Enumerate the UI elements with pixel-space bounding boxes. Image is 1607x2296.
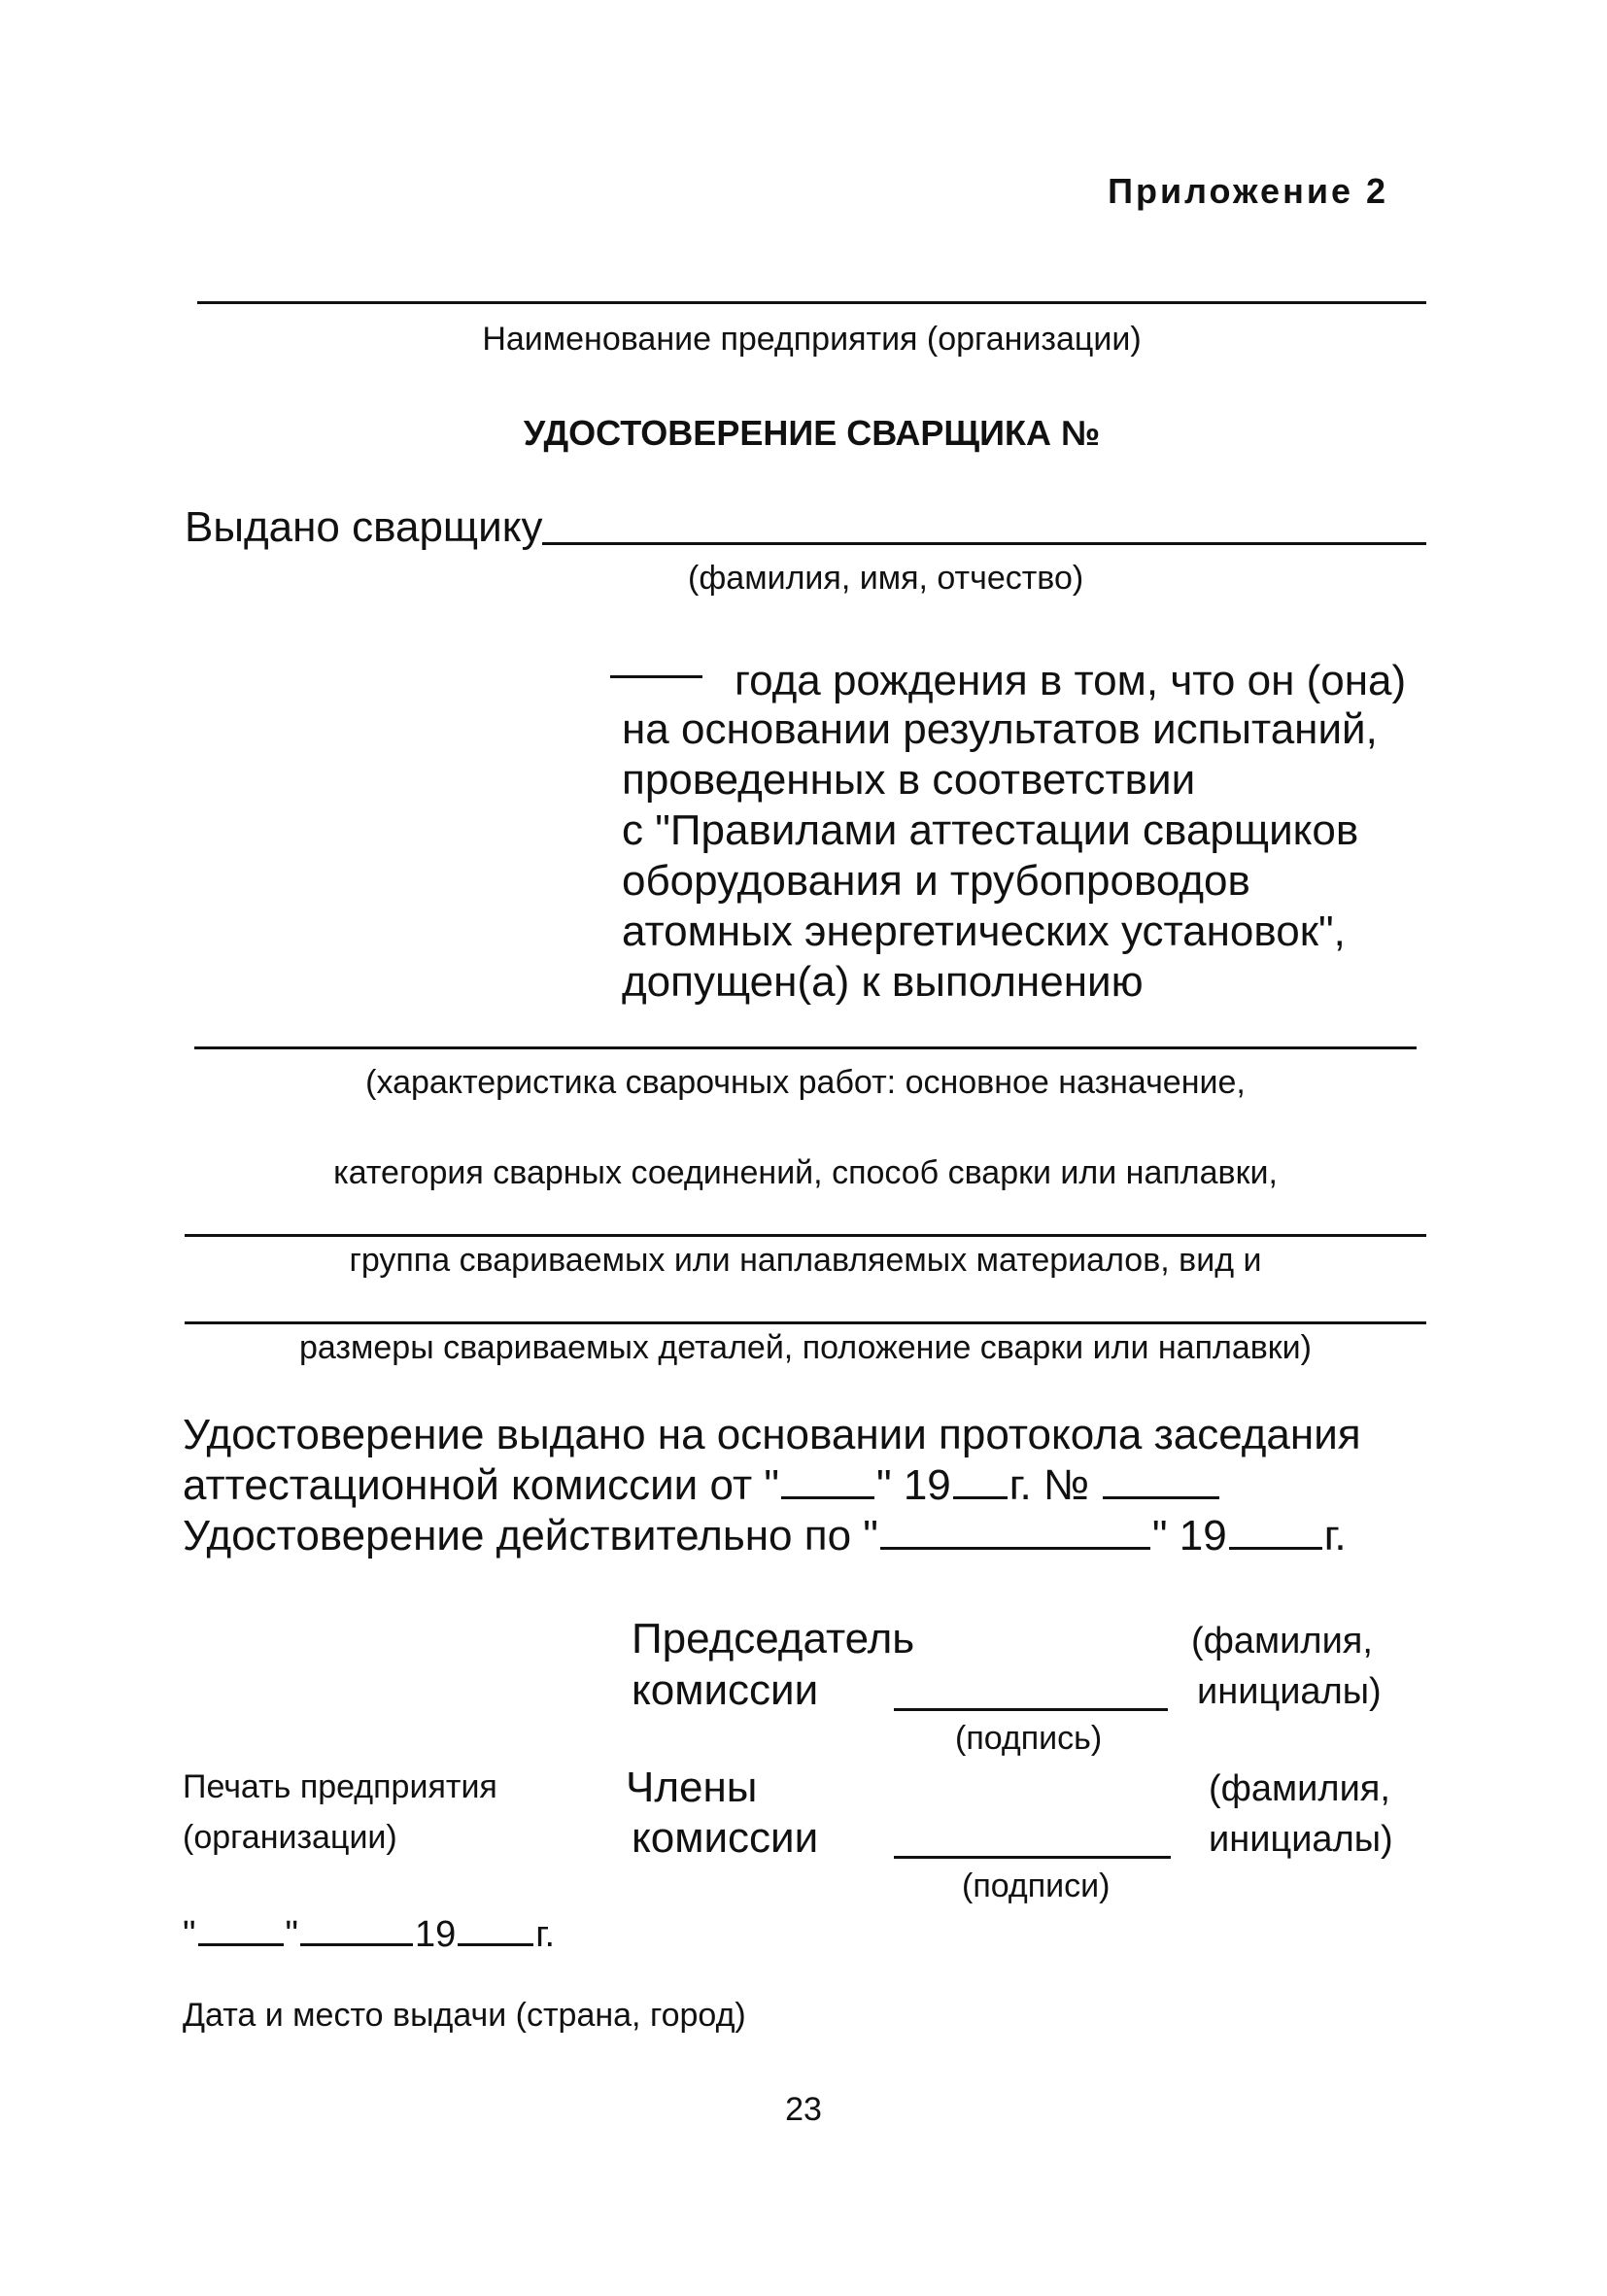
- issued-to-label: Выдано сварщику: [185, 503, 543, 551]
- body-line-6: атомных энергетических установок",: [622, 908, 1346, 955]
- fio-line: [542, 542, 1426, 545]
- protocol-line-1: Удостоверение выдано на основании протокола заседания: [183, 1411, 1361, 1458]
- birth-year-line: [610, 675, 702, 678]
- work-line-3: [185, 1321, 1426, 1324]
- members-sign-caption: (подписи): [962, 1868, 1111, 1904]
- page-number: 23: [785, 2091, 822, 2128]
- work-caption-3: группа свариваемых или наплавляемых материалов, вид и: [349, 1242, 1262, 1279]
- chairman-name-line-2: инициалы): [1197, 1671, 1382, 1712]
- body-line-7: допущен(а) к выполнению: [622, 958, 1144, 1006]
- protocol-year-blank: [953, 1463, 1008, 1499]
- work-caption-4: размеры свариваемых деталей, положение сварки или наплавки): [299, 1329, 1312, 1366]
- chairman-sign-caption: (подпись): [955, 1720, 1103, 1757]
- protocol-line-2-a: аттестационной комиссии от ": [183, 1461, 779, 1509]
- valid-year-blank: [1229, 1514, 1322, 1550]
- protocol-line-3-c: г.: [1323, 1512, 1347, 1559]
- certificate-title: УДОСТОВЕРЕНИЕ СВАРЩИКА №: [523, 413, 1101, 453]
- members-signature-line: [894, 1856, 1171, 1859]
- protocol-line-2: [183, 1461, 1221, 1510]
- org-name-caption: Наименование предприятия (организации): [482, 321, 1142, 358]
- chairman-signature-line: [894, 1708, 1168, 1711]
- date-quote-close: ": [285, 1914, 298, 1955]
- protocol-day-blank: [781, 1463, 874, 1499]
- protocol-line-3: [183, 1512, 1347, 1560]
- seal-line-1: Печать предприятия: [183, 1768, 497, 1805]
- appendix-label: Приложение 2: [1108, 171, 1388, 211]
- chairman-role-line-2: комиссии: [632, 1666, 819, 1714]
- org-name-line: [197, 301, 1426, 304]
- body-line-2: на основании результатов испытаний,: [622, 705, 1378, 753]
- body-line-3: проведенных в соответствии: [622, 756, 1196, 804]
- work-caption-1: (характеристика сварочных работ: основное назначение,: [365, 1064, 1246, 1101]
- seal-line-2: (организации): [183, 1819, 397, 1856]
- date-suffix: г.: [535, 1914, 556, 1955]
- body-line-1: года рождения в том, что он (она): [735, 657, 1407, 704]
- seal-date-line: [183, 1910, 555, 1956]
- date-month-blank: [300, 1910, 413, 1946]
- work-line-1: [194, 1046, 1417, 1049]
- issue-place-caption: Дата и место выдачи (страна, город): [183, 1997, 746, 2034]
- members-role-line-2: комиссии: [632, 1814, 819, 1862]
- date-year-prefix: 19: [415, 1914, 457, 1955]
- protocol-number-blank: [1103, 1463, 1219, 1499]
- work-caption-2: категория сварных соединений, способ сварки или наплавки,: [333, 1154, 1278, 1191]
- valid-date-blank: [880, 1514, 1150, 1550]
- work-line-2: [185, 1234, 1426, 1237]
- members-name-line-1: (фамилия,: [1209, 1768, 1390, 1809]
- chairman-name-line-1: (фамилия,: [1191, 1621, 1373, 1662]
- body-line-5: оборудования и трубопроводов: [622, 857, 1250, 905]
- body-line-4: с "Правилами аттестации сварщиков: [622, 806, 1359, 854]
- members-name-line-2: инициалы): [1209, 1819, 1393, 1860]
- fio-caption: (фамилия, имя, отчество): [688, 560, 1084, 597]
- protocol-line-3-b: " 19: [1151, 1512, 1227, 1559]
- members-role-line-1: Члены: [626, 1764, 758, 1811]
- protocol-line-2-c: г. №: [1009, 1461, 1090, 1509]
- chairman-role-line-1: Председатель: [632, 1615, 915, 1662]
- date-day-blank: [198, 1910, 284, 1946]
- protocol-line-3-a: Удостоверение действительно по ": [183, 1512, 878, 1559]
- protocol-line-2-b: " 19: [875, 1461, 951, 1509]
- date-year-blank: [458, 1910, 533, 1946]
- date-quote-open: ": [183, 1914, 196, 1955]
